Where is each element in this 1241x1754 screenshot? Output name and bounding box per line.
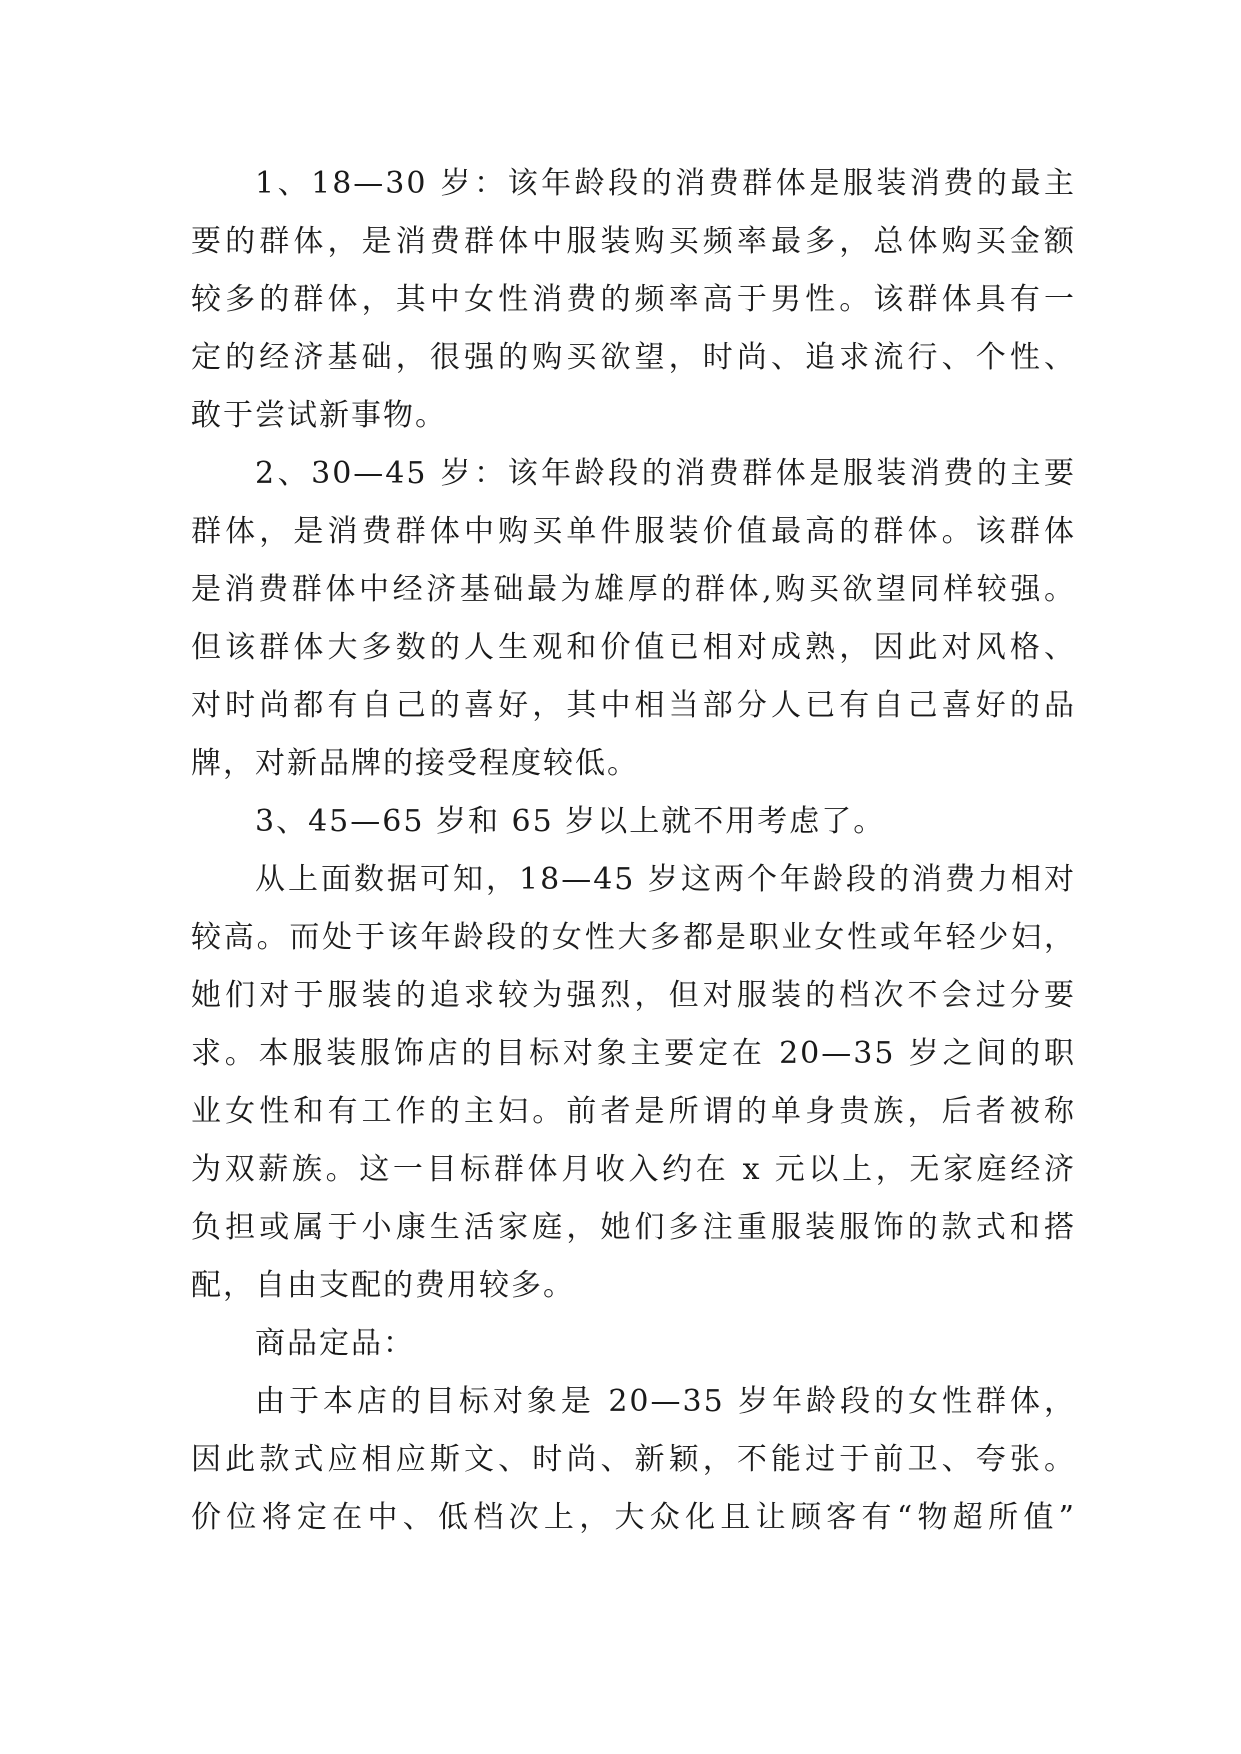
text-line: 由于本店的目标对象是 20—35 岁年龄段的女性群体， xyxy=(255,1384,1076,1419)
text-line: 是消费群体中经济基础最为雄厚的群体,购买欲望同样较强。 xyxy=(191,572,1076,607)
text-line: 群体，是消费群体中购买单件服装价值最高的群体。该群体 xyxy=(191,514,1076,549)
text-line: 敢于尝试新事物。 xyxy=(191,398,447,433)
text-line: 1、18—30 岁：该年龄段的消费群体是服装消费的最主 xyxy=(255,166,1076,201)
text-line: 价位将定在中、低档次上，大众化且让顾客有“物超所值” xyxy=(191,1500,1076,1535)
text-line: 求。本服装服饰店的目标对象主要定在 20—35 岁之间的职 xyxy=(191,1036,1076,1071)
text-line: 对时尚都有自己的喜好，其中相当部分人已有自己喜好的品 xyxy=(191,688,1076,723)
text-line: 但该群体大多数的人生观和价值已相对成熟，因此对风格、 xyxy=(191,630,1076,665)
text-line: 牌，对新品牌的接受程度较低。 xyxy=(191,746,639,781)
text-line: 商品定品： xyxy=(255,1326,415,1361)
text-line: 为双薪族。这一目标群体月收入约在 x 元以上，无家庭经济 xyxy=(191,1152,1076,1187)
paragraph-age-18-30 xyxy=(191,155,1076,445)
text-line: 从上面数据可知，18—45 岁这两个年龄段的消费力相对 xyxy=(255,862,1076,897)
text-line: 较高。而处于该年龄段的女性大多都是职业女性或年轻少妇， xyxy=(191,920,1076,955)
text-line: 定的经济基础，很强的购买欲望，时尚、追求流行、个性、 xyxy=(191,340,1076,375)
text-line: 她们对于服装的追求较为强烈，但对服装的档次不会过分要 xyxy=(191,978,1076,1013)
text-line: 2、30—45 岁：该年龄段的消费群体是服装消费的主要 xyxy=(255,456,1076,491)
text-line: 较多的群体，其中女性消费的频率高于男性。该群体具有一 xyxy=(191,282,1076,317)
text-line: 配，自由支配的费用较多。 xyxy=(191,1268,575,1303)
paragraph-product-positioning xyxy=(191,1373,1076,1547)
text-line: 业女性和有工作的主妇。前者是所谓的单身贵族，后者被称 xyxy=(191,1094,1076,1129)
text-line: 要的群体，是消费群体中服装购买频率最多，总体购买金额 xyxy=(191,224,1076,259)
paragraph-target-audience xyxy=(191,851,1076,1315)
text-line: 3、45—65 岁和 65 岁以上就不用考虑了。 xyxy=(255,804,886,839)
paragraph-age-45-plus xyxy=(191,793,1076,851)
paragraph-product-positioning-heading xyxy=(191,1315,1076,1373)
document-body xyxy=(191,155,1076,1547)
paragraph-age-30-45 xyxy=(191,445,1076,793)
text-line: 负担或属于小康生活家庭，她们多注重服装服饰的款式和搭 xyxy=(191,1210,1076,1245)
text-line: 因此款式应相应斯文、时尚、新颖，不能过于前卫、夸张。 xyxy=(191,1442,1076,1477)
